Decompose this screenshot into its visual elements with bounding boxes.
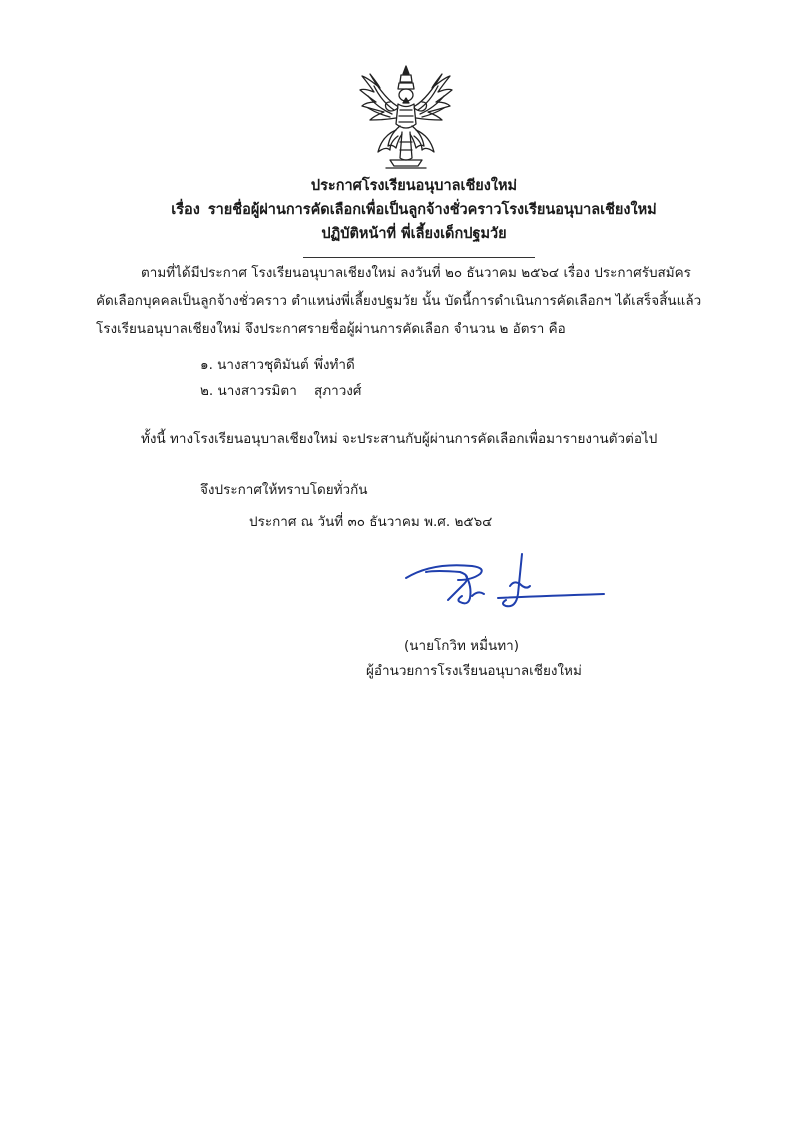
person-surname: พึ่งทำดี <box>314 357 355 373</box>
duty-line: ปฏิบัติหน้าที่ พี่เลี้ยงเด็กปฐมวัย <box>321 226 507 242</box>
announcement-title: ประกาศโรงเรียนอนุบาลเชียงใหม่ <box>310 178 518 194</box>
garuda-emblem-icon <box>356 62 456 174</box>
person-name: ๑. นางสาวชุติมันต์ <box>200 357 309 373</box>
date-line: ประกาศ ณ วันที่ ๓๐ ธันวาคม พ.ศ. ๒๕๖๔ <box>249 514 493 530</box>
closing-line: ทั้งนี้ ทางโรงเรียนอนุบาลเชียงใหม่ จะประสานกับผู้ผ่านการคัดเลือกเพื่อมารายงานตัวต่อไป <box>141 431 658 447</box>
body-line-1: ตามที่ได้มีประกาศ โรงเรียนอนุบาลเชียงใหม่ ลงวันที่ ๒๐ ธันวาคม ๒๕๖๔ เรื่อง ประกาศรับสมัคร <box>141 265 691 281</box>
list-item <box>200 354 460 376</box>
subject-text: รายชื่อผู้ผ่านการคัดเลือกเพื่อเป็นลูกจ้างชั่วคราวโรงเรียนอนุบาลเชียงใหม่ <box>207 202 657 218</box>
body-line-3: โรงเรียนอนุบาลเชียงใหม่ จึงประกาศรายชื่อผู้ผ่านการคัดเลือก จำนวน ๒ อัตรา คือ <box>96 321 566 337</box>
person-name: ๒. นางสาวรมิตา <box>200 383 297 399</box>
title-divider <box>303 257 535 258</box>
body-line-2: คัดเลือกบุคคลเป็นลูกจ้างชั่วคราว ตำแหน่งพี่เลี้ยงปฐมวัย นั้น บัดนี้การดำเนินการคัดเลือกฯ ได้เสร็จสิ้นแล้ว <box>96 293 702 309</box>
announce-line: จึงประกาศให้ทราบโดยทั่วกัน <box>200 482 368 498</box>
signer-position: ผู้อำนวยการโรงเรียนอนุบาลเชียงใหม่ <box>366 663 582 679</box>
signature-image <box>402 550 612 620</box>
announcement-subject <box>14 199 800 221</box>
subject-label: เรื่อง <box>171 202 200 218</box>
person-surname: สุภาวงศ์ <box>314 383 362 399</box>
signer-name: (นายโกวิท หมื่นทา) <box>404 638 519 654</box>
list-item <box>200 380 460 402</box>
